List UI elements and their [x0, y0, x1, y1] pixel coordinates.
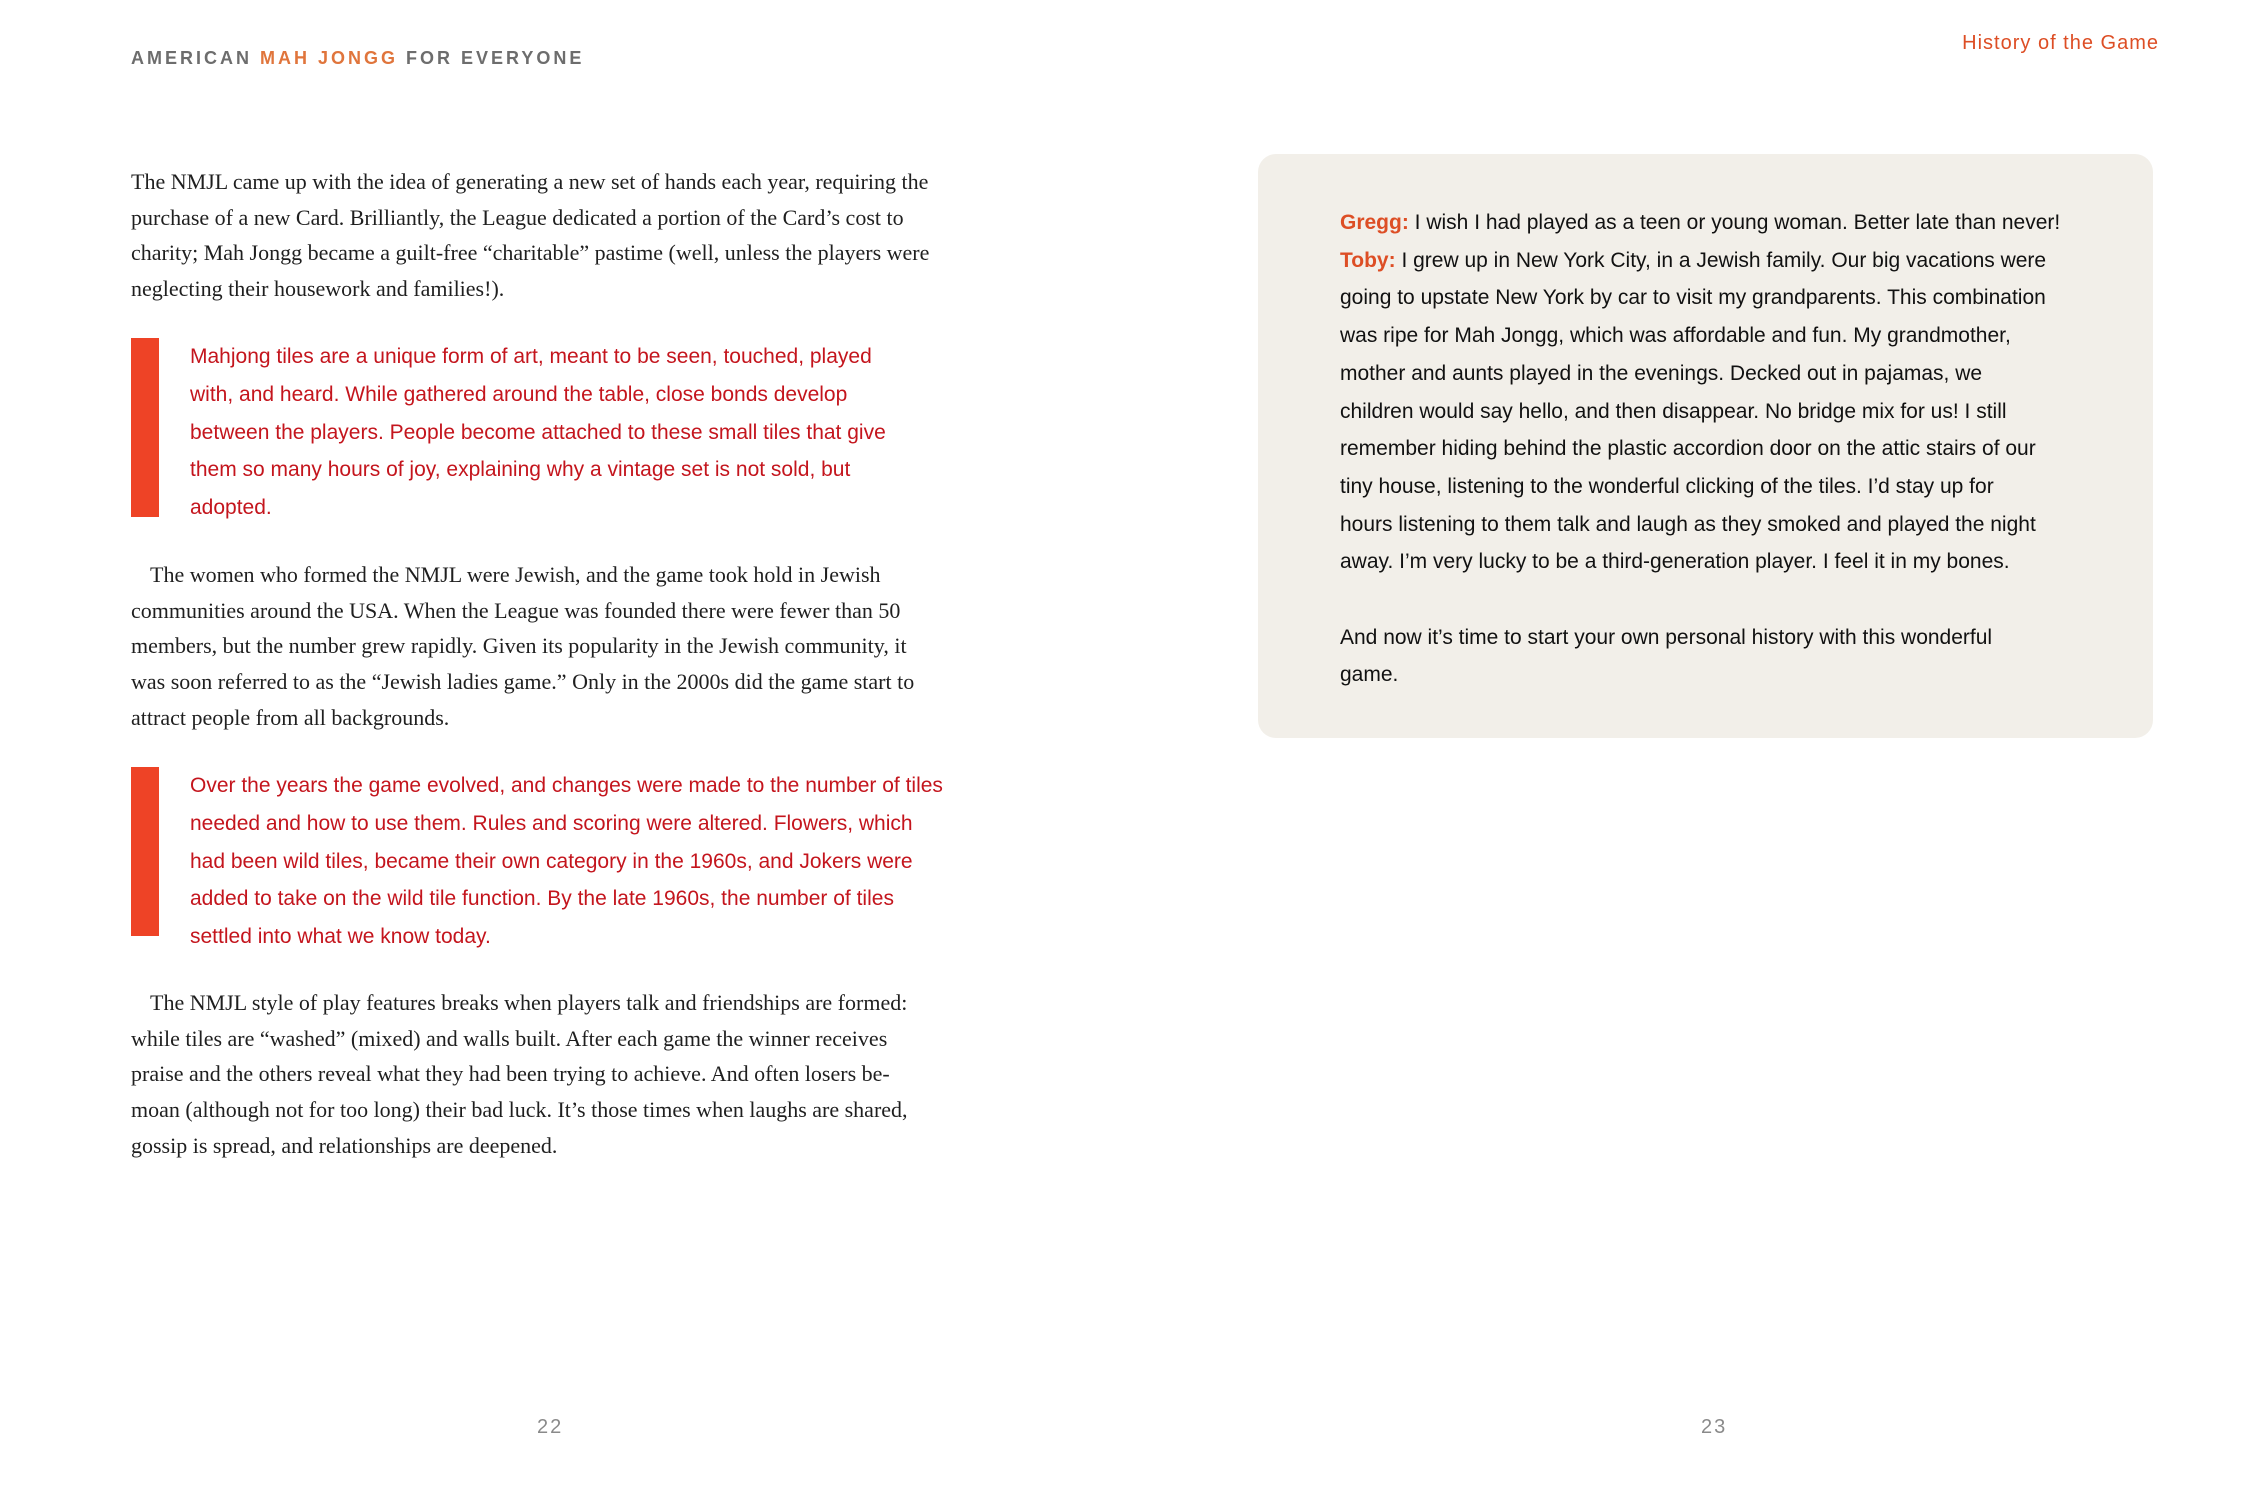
speaker-quote: I wish I had played as a teen or young woman. Better late than never!: [1408, 211, 2061, 234]
speaker-name: Gregg:: [1340, 211, 1409, 234]
page-number-left: 22: [537, 1416, 564, 1438]
sidebar-entry-toby: [1340, 242, 2120, 581]
speaker-quote: I grew up in New York City, in a Jewish family. Our big vacations were going to upstate New York by car to visit my grandparents. This combination was ripe for Mah Jongg, which was affordable and fun. My grandmother, mother and aunts played in the evenings. Decked out in pajamas, we children would say hello, and then disappear. No bridge mix for us! I still remember hiding behind the plastic accordion door on the attic stairs of our tiny house, listening to the wonderful clicking of the tiles. I’d stay up for hours listening to them talk and laugh as they smoked and played the night away. I’m very lucky to be a third-generation player. I feel it in my bones.: [1340, 248, 2047, 574]
pull-quote-2: [131, 767, 991, 956]
running-head-part-2: MAH JONGG: [260, 48, 399, 68]
pull-quote-bar: [131, 767, 159, 936]
paragraph-2: The women who formed the NMJL were Jewish, and the game took hold in Jewish communities around the USA. When the League was founded there were fewer than 50 members, but the number grew rapidly. Given its popularity in the Jewish community, it was soon referred to as the “Jewish ladies game.” Only in the 2000s did the game start to attract people from all backgrounds.: [131, 562, 915, 730]
pull-quote-text: Over the years the game evolved, and changes were made to the number of tiles needed and how to use them. Rules and scoring were altered. Flowers, which had been wild tiles, became their own category in the 1960s, and Jokers were added to take on the wild tile function. By the late 1960s, the number of tiles settled into what we know today.: [190, 774, 943, 949]
running-head-part-3: FOR EVERYONE: [398, 48, 585, 68]
sidebar-text: [1340, 204, 2120, 694]
pull-quote-1: [131, 338, 991, 527]
running-head-right: History of the Game: [1962, 32, 2159, 54]
running-head-left: [131, 48, 584, 69]
page-number-right: 23: [1701, 1416, 1728, 1438]
pull-quote-bar: [131, 338, 159, 517]
running-head-part-1: AMERICAN: [131, 48, 260, 68]
sidebar-box: [1258, 154, 2153, 738]
speaker-name: Toby:: [1340, 248, 1396, 272]
paragraph-3: The NMJL style of play features breaks when players talk and friendships are formed: while tiles are “washed” (mixed) and walls built. After each game the winner receives praise and the others reveal what they had been trying to achieve. And often losers be- moan (although not for too long) their bad luck. It’s those times when laughs are shared, gossip is spread, and relationships are deepened.: [131, 990, 908, 1158]
sidebar-entry-gregg: [1340, 204, 2120, 242]
pull-quote-text: Mahjong tiles are a unique form of art, meant to be seen, touched, played with, and heard. While gathered around the table, close bonds develop between the players. People become attached to these small tiles that give them so many hours of joy, explaining why a vintage set is not sold, but adopted.: [190, 345, 886, 520]
sidebar-closing: And now it’s time to start your own personal history with this wonderful game.: [1340, 625, 1993, 687]
paragraph-1: The NMJL came up with the idea of generating a new set of hands each year, requiring the purchase of a new Card. Brilliantly, the League dedicated a portion of the Card’s cost to charity; Mah Jongg became a guilt-free “charitable” pastime (well, unless the players were neglecting their housework and families!).: [131, 169, 930, 302]
